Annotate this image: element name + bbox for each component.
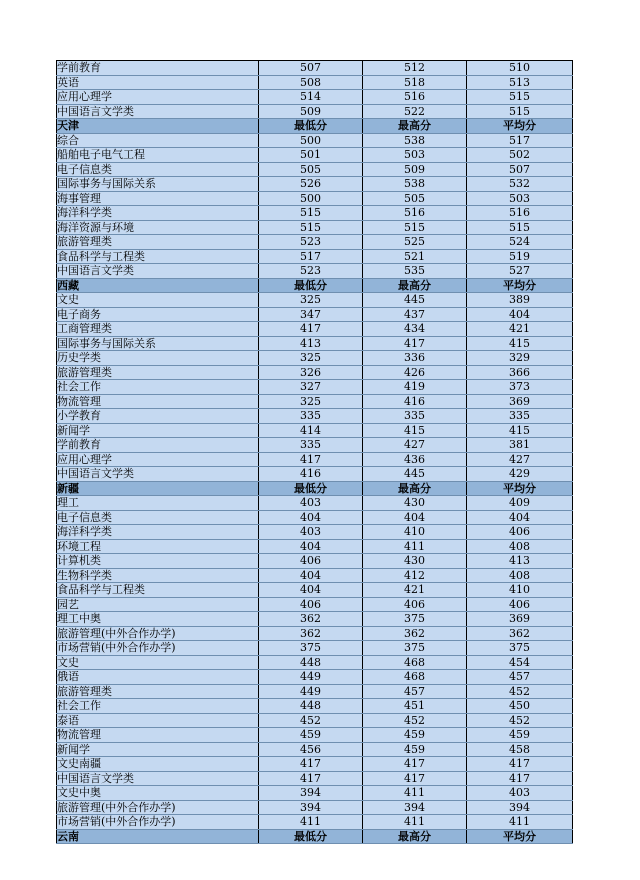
major-row [57, 510, 573, 525]
min-score: 414 [259, 423, 363, 438]
major-name: 俄语 [57, 670, 259, 685]
major-name: 物流管理 [57, 394, 259, 409]
min-score: 523 [259, 235, 363, 250]
major-name: 中国语言文学类 [57, 771, 259, 786]
avg-score: 389 [467, 293, 573, 308]
min-score: 413 [259, 336, 363, 351]
major-name: 食品科学与工程类 [57, 583, 259, 598]
min-score: 326 [259, 365, 363, 380]
max-score: 538 [363, 177, 467, 192]
min-score: 411 [259, 815, 363, 830]
major-name: 学前教育 [57, 438, 259, 453]
avg-score: 458 [467, 742, 573, 757]
category-row [57, 655, 573, 670]
min-score: 500 [259, 133, 363, 148]
min-score: 335 [259, 438, 363, 453]
min-score: 335 [259, 409, 363, 424]
avg-score: 457 [467, 670, 573, 685]
min-score: 508 [259, 75, 363, 90]
major-row [57, 351, 573, 366]
avg-score: 362 [467, 626, 573, 641]
max-score: 411 [363, 539, 467, 554]
min-score: 404 [259, 583, 363, 598]
max-score: 416 [363, 394, 467, 409]
region-name: 云南 [57, 829, 259, 844]
min-score: 449 [259, 670, 363, 685]
avg-score: 502 [467, 148, 573, 163]
major-row [57, 90, 573, 105]
max-score: 411 [363, 815, 467, 830]
max-score: 451 [363, 699, 467, 714]
major-name: 文史 [57, 655, 259, 670]
min-score: 362 [259, 612, 363, 627]
avg-score: 413 [467, 554, 573, 569]
region-header-row [57, 481, 573, 496]
major-row [57, 670, 573, 685]
min-score-header: 最低分 [259, 481, 363, 496]
major-name: 文史南疆 [57, 757, 259, 772]
max-score: 404 [363, 510, 467, 525]
major-name: 电子信息类 [57, 510, 259, 525]
min-score: 501 [259, 148, 363, 163]
max-score: 375 [363, 641, 467, 656]
major-name: 中国语言文学类 [57, 104, 259, 119]
major-row [57, 815, 573, 830]
major-name: 海洋资源与环境 [57, 220, 259, 235]
avg-score: 452 [467, 713, 573, 728]
avg-score: 406 [467, 525, 573, 540]
max-score: 362 [363, 626, 467, 641]
min-score: 403 [259, 496, 363, 511]
major-name: 社会工作 [57, 380, 259, 395]
major-name: 学前教育 [57, 61, 259, 76]
major-name: 电子商务 [57, 307, 259, 322]
max-score: 516 [363, 90, 467, 105]
major-name: 国际事务与国际关系 [57, 177, 259, 192]
major-row [57, 148, 573, 163]
max-score: 437 [363, 307, 467, 322]
major-name: 环境工程 [57, 539, 259, 554]
min-score: 526 [259, 177, 363, 192]
avg-score: 406 [467, 597, 573, 612]
min-score: 515 [259, 220, 363, 235]
avg-score: 517 [467, 133, 573, 148]
max-score: 419 [363, 380, 467, 395]
min-score: 325 [259, 351, 363, 366]
max-score: 375 [363, 612, 467, 627]
major-name: 市场营销(中外合作办学) [57, 641, 259, 656]
major-name: 国际事务与国际关系 [57, 336, 259, 351]
region-name: 新疆 [57, 481, 259, 496]
max-score: 406 [363, 597, 467, 612]
max-score: 445 [363, 467, 467, 482]
max-score: 421 [363, 583, 467, 598]
avg-score: 515 [467, 90, 573, 105]
avg-score: 408 [467, 539, 573, 554]
avg-score: 381 [467, 438, 573, 453]
major-name: 小学教育 [57, 409, 259, 424]
major-name: 旅游管理(中外合作办学) [57, 626, 259, 641]
max-score: 394 [363, 800, 467, 815]
max-score: 535 [363, 264, 467, 279]
avg-score: 408 [467, 568, 573, 583]
major-name: 工商管理类 [57, 322, 259, 337]
major-name: 海洋科学类 [57, 206, 259, 221]
major-name: 生物科学类 [57, 568, 259, 583]
major-name: 新闻学 [57, 742, 259, 757]
major-row [57, 742, 573, 757]
min-score: 417 [259, 452, 363, 467]
major-name: 海事管理 [57, 191, 259, 206]
max-score: 445 [363, 293, 467, 308]
min-score: 523 [259, 264, 363, 279]
major-row [57, 322, 573, 337]
min-score: 404 [259, 510, 363, 525]
major-row [57, 438, 573, 453]
avg-score: 516 [467, 206, 573, 221]
min-score: 448 [259, 699, 363, 714]
major-row [57, 61, 573, 76]
avg-score: 450 [467, 699, 573, 714]
max-score: 335 [363, 409, 467, 424]
major-row [57, 206, 573, 221]
major-name: 应用心理学 [57, 90, 259, 105]
max-score: 468 [363, 670, 467, 685]
avg-score: 421 [467, 322, 573, 337]
major-name: 旅游管理类 [57, 684, 259, 699]
avg-score: 373 [467, 380, 573, 395]
major-name: 社会工作 [57, 699, 259, 714]
major-name: 市场营销(中外合作办学) [57, 815, 259, 830]
major-name: 应用心理学 [57, 452, 259, 467]
avg-score: 410 [467, 583, 573, 598]
category-row [57, 612, 573, 627]
max-score: 410 [363, 525, 467, 540]
max-score: 518 [363, 75, 467, 90]
major-row [57, 249, 573, 264]
avg-score: 415 [467, 423, 573, 438]
major-name: 旅游管理类 [57, 365, 259, 380]
min-score: 500 [259, 191, 363, 206]
major-row [57, 467, 573, 482]
major-name: 文史中奥 [57, 786, 259, 801]
major-name: 食品科学与工程类 [57, 249, 259, 264]
max-score: 430 [363, 554, 467, 569]
min-score: 406 [259, 554, 363, 569]
min-score: 325 [259, 394, 363, 409]
major-row [57, 409, 573, 424]
avg-score: 415 [467, 336, 573, 351]
min-score: 404 [259, 539, 363, 554]
category-row [57, 293, 573, 308]
major-row [57, 597, 573, 612]
region-header-row [57, 829, 573, 844]
major-name: 中国语言文学类 [57, 264, 259, 279]
avg-score-header: 平均分 [467, 119, 573, 134]
min-score: 325 [259, 293, 363, 308]
min-score: 456 [259, 742, 363, 757]
major-name: 计算机类 [57, 554, 259, 569]
avg-score-header: 平均分 [467, 829, 573, 844]
min-score: 514 [259, 90, 363, 105]
avg-score: 335 [467, 409, 573, 424]
avg-score: 404 [467, 510, 573, 525]
max-score: 417 [363, 757, 467, 772]
min-score: 449 [259, 684, 363, 699]
max-score: 525 [363, 235, 467, 250]
major-name: 文史 [57, 293, 259, 308]
major-name: 旅游管理(中外合作办学) [57, 800, 259, 815]
major-row [57, 307, 573, 322]
major-row [57, 525, 573, 540]
min-score: 347 [259, 307, 363, 322]
major-row [57, 728, 573, 743]
major-name: 船舶电子电气工程 [57, 148, 259, 163]
major-name: 物流管理 [57, 728, 259, 743]
max-score: 505 [363, 191, 467, 206]
major-row [57, 365, 573, 380]
region-header-row [57, 119, 573, 134]
major-row [57, 264, 573, 279]
major-row [57, 583, 573, 598]
min-score: 417 [259, 771, 363, 786]
avg-score: 524 [467, 235, 573, 250]
max-score: 459 [363, 742, 467, 757]
major-row [57, 800, 573, 815]
max-score: 522 [363, 104, 467, 119]
min-score-header: 最低分 [259, 278, 363, 293]
avg-score: 403 [467, 786, 573, 801]
min-score: 417 [259, 322, 363, 337]
max-score-header: 最高分 [363, 481, 467, 496]
major-name: 中国语言文学类 [57, 467, 259, 482]
max-score: 430 [363, 496, 467, 511]
major-row [57, 336, 573, 351]
avg-score: 454 [467, 655, 573, 670]
category-row [57, 786, 573, 801]
major-name: 英语 [57, 75, 259, 90]
max-score: 515 [363, 220, 467, 235]
region-header-row [57, 278, 573, 293]
avg-score: 417 [467, 771, 573, 786]
major-row [57, 452, 573, 467]
max-score: 417 [363, 771, 467, 786]
max-score: 426 [363, 365, 467, 380]
major-row [57, 394, 573, 409]
max-score: 457 [363, 684, 467, 699]
major-row [57, 684, 573, 699]
avg-score: 369 [467, 612, 573, 627]
avg-score: 452 [467, 684, 573, 699]
max-score: 459 [363, 728, 467, 743]
avg-score: 394 [467, 800, 573, 815]
min-score: 509 [259, 104, 363, 119]
max-score: 468 [363, 655, 467, 670]
avg-score: 510 [467, 61, 573, 76]
region-name: 西藏 [57, 278, 259, 293]
avg-score: 459 [467, 728, 573, 743]
avg-score: 366 [467, 365, 573, 380]
min-score-header: 最低分 [259, 119, 363, 134]
avg-score: 427 [467, 452, 573, 467]
max-score: 521 [363, 249, 467, 264]
min-score: 406 [259, 597, 363, 612]
major-row [57, 104, 573, 119]
min-score: 448 [259, 655, 363, 670]
avg-score: 513 [467, 75, 573, 90]
major-name: 新闻学 [57, 423, 259, 438]
major-name: 海洋科学类 [57, 525, 259, 540]
min-score: 416 [259, 467, 363, 482]
max-score: 512 [363, 61, 467, 76]
min-score: 394 [259, 800, 363, 815]
min-score: 375 [259, 641, 363, 656]
major-row [57, 771, 573, 786]
avg-score-header: 平均分 [467, 278, 573, 293]
major-row [57, 626, 573, 641]
max-score: 434 [363, 322, 467, 337]
major-row [57, 177, 573, 192]
avg-score: 409 [467, 496, 573, 511]
avg-score: 375 [467, 641, 573, 656]
avg-score-header: 平均分 [467, 481, 573, 496]
min-score: 362 [259, 626, 363, 641]
major-row [57, 75, 573, 90]
min-score: 452 [259, 713, 363, 728]
major-row [57, 568, 573, 583]
major-name: 理工中奥 [57, 612, 259, 627]
max-score: 427 [363, 438, 467, 453]
avg-score: 532 [467, 177, 573, 192]
avg-score: 404 [467, 307, 573, 322]
score-table-body [57, 61, 573, 844]
major-row [57, 191, 573, 206]
min-score: 515 [259, 206, 363, 221]
category-row [57, 133, 573, 148]
avg-score: 503 [467, 191, 573, 206]
major-name: 园艺 [57, 597, 259, 612]
major-name: 综合 [57, 133, 259, 148]
category-row [57, 757, 573, 772]
avg-score: 527 [467, 264, 573, 279]
major-row [57, 539, 573, 554]
major-row [57, 235, 573, 250]
avg-score: 507 [467, 162, 573, 177]
max-score: 436 [363, 452, 467, 467]
major-name: 旅游管理类 [57, 235, 259, 250]
avg-score: 515 [467, 104, 573, 119]
min-score-header: 最低分 [259, 829, 363, 844]
min-score: 459 [259, 728, 363, 743]
max-score: 412 [363, 568, 467, 583]
max-score: 503 [363, 148, 467, 163]
max-score-header: 最高分 [363, 119, 467, 134]
max-score: 415 [363, 423, 467, 438]
major-name: 理工 [57, 496, 259, 511]
major-row [57, 220, 573, 235]
avg-score: 329 [467, 351, 573, 366]
category-row [57, 496, 573, 511]
min-score: 517 [259, 249, 363, 264]
min-score: 404 [259, 568, 363, 583]
major-row [57, 713, 573, 728]
max-score: 538 [363, 133, 467, 148]
min-score: 403 [259, 525, 363, 540]
min-score: 505 [259, 162, 363, 177]
max-score: 516 [363, 206, 467, 221]
max-score: 336 [363, 351, 467, 366]
major-name: 电子信息类 [57, 162, 259, 177]
max-score: 509 [363, 162, 467, 177]
major-row [57, 641, 573, 656]
min-score: 507 [259, 61, 363, 76]
max-score: 452 [363, 713, 467, 728]
max-score-header: 最高分 [363, 829, 467, 844]
major-row [57, 554, 573, 569]
min-score: 327 [259, 380, 363, 395]
min-score: 417 [259, 757, 363, 772]
region-name: 天津 [57, 119, 259, 134]
max-score: 417 [363, 336, 467, 351]
major-row [57, 380, 573, 395]
major-name: 泰语 [57, 713, 259, 728]
major-row [57, 699, 573, 714]
avg-score: 369 [467, 394, 573, 409]
avg-score: 519 [467, 249, 573, 264]
score-table [56, 60, 573, 844]
avg-score: 417 [467, 757, 573, 772]
avg-score: 429 [467, 467, 573, 482]
major-row [57, 423, 573, 438]
major-row [57, 162, 573, 177]
avg-score: 411 [467, 815, 573, 830]
max-score-header: 最高分 [363, 278, 467, 293]
major-name: 历史学类 [57, 351, 259, 366]
avg-score: 515 [467, 220, 573, 235]
min-score: 394 [259, 786, 363, 801]
max-score: 411 [363, 786, 467, 801]
